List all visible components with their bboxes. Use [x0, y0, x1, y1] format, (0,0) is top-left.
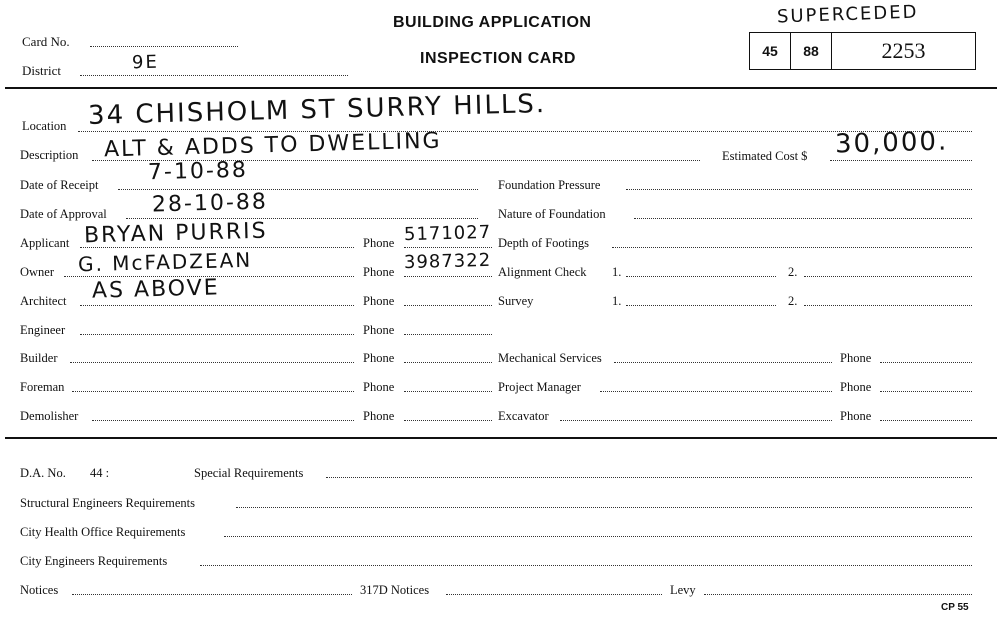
structural-requirements-label: Structural Engineers Requirements — [20, 496, 195, 510]
survey-dots-2 — [804, 305, 972, 306]
estimated-cost-value: 30,000. — [834, 126, 949, 160]
project-manager-phone-dots — [880, 391, 972, 392]
district-label: District — [22, 63, 61, 78]
survey-dots-1 — [626, 305, 776, 306]
owner-phone-label: Phone — [363, 265, 395, 279]
health-requirements-dots — [224, 536, 972, 537]
engineer-dots — [80, 334, 354, 335]
estimated-cost-label: Estimated Cost $ — [722, 149, 808, 163]
architect-dots — [80, 305, 354, 306]
excavator-label: Excavator — [498, 409, 549, 423]
middle-rule — [5, 437, 997, 439]
architect-label: Architect — [20, 294, 67, 308]
foreman-phone-dots — [404, 391, 492, 392]
applicant-phone-label: Phone — [363, 236, 395, 250]
owner-label: Owner — [20, 265, 55, 279]
demolisher-label: Demolisher — [20, 409, 79, 423]
card-no-dots — [90, 46, 238, 47]
mechanical-services-phone-dots — [880, 362, 972, 363]
survey-num2: 2. — [788, 294, 798, 308]
notices-dots — [72, 594, 352, 595]
top-rule — [5, 87, 997, 89]
architect-phone-label: Phone — [363, 294, 395, 308]
builder-phone-label: Phone — [363, 351, 395, 365]
owner-phone-value: 3987322 — [403, 249, 492, 274]
date-of-receipt-dots — [118, 189, 478, 190]
owner-phone-dots — [404, 276, 492, 277]
da-no-value: 44 : — [90, 466, 110, 480]
ref-cell-b: 88 — [791, 33, 832, 69]
depth-of-footings-dots — [612, 247, 972, 248]
applicant-label: Applicant — [20, 236, 70, 250]
district-dots — [80, 75, 348, 76]
applicant-phone-value: 5171027 — [403, 221, 492, 246]
project-manager-label: Project Manager — [498, 380, 581, 394]
nature-of-foundation-label: Nature of Foundation — [498, 207, 606, 221]
foundation-pressure-label: Foundation Pressure — [498, 178, 601, 192]
owner-value: G. McFADZEAN — [77, 247, 253, 277]
engineer-phone-label: Phone — [363, 323, 395, 337]
alignment-check-dots-1 — [626, 276, 776, 277]
date-of-receipt-label: Date of Receipt — [20, 178, 99, 192]
levy-dots — [704, 594, 972, 595]
excavator-dots — [560, 420, 832, 421]
survey-label: Survey — [498, 294, 534, 308]
levy-label: Levy — [670, 583, 696, 597]
notices-317d-dots — [446, 594, 662, 595]
survey-num1: 1. — [612, 294, 622, 308]
special-requirements-label: Special Requirements — [194, 466, 304, 480]
foundation-pressure-dots — [626, 189, 972, 190]
excavator-phone-label: Phone — [840, 409, 872, 423]
location-value: 34 CHISHOLM ST SURRY HILLS. — [87, 89, 547, 131]
mechanical-services-label: Mechanical Services — [498, 351, 602, 365]
foreman-phone-label: Phone — [363, 380, 395, 394]
date-of-receipt-value: 7-10-88 — [147, 157, 249, 186]
applicant-phone-dots — [404, 247, 492, 248]
form-title-line1: BUILDING APPLICATION — [393, 14, 592, 31]
district-value: 9E — [131, 51, 160, 74]
location-label: Location — [22, 119, 67, 133]
architect-value: AS ABOVE — [91, 275, 220, 304]
reference-number-box — [749, 32, 976, 70]
foreman-dots — [72, 391, 354, 392]
mechanical-services-phone-label: Phone — [840, 351, 872, 365]
special-requirements-dots — [326, 477, 972, 478]
date-of-approval-value: 28-10-88 — [151, 189, 269, 218]
alignment-check-dots-2 — [804, 276, 972, 277]
form-code: CP 55 — [941, 602, 969, 613]
city-engineers-requirements-dots — [200, 565, 972, 566]
mechanical-services-dots — [614, 362, 832, 363]
demolisher-phone-dots — [404, 420, 492, 421]
builder-label: Builder — [20, 351, 58, 365]
builder-dots — [70, 362, 354, 363]
description-label: Description — [20, 148, 79, 162]
alignment-check-num1: 1. — [612, 265, 622, 279]
da-no-label: D.A. No. — [20, 466, 66, 480]
project-manager-dots — [600, 391, 832, 392]
demolisher-dots — [92, 420, 354, 421]
excavator-phone-dots — [880, 420, 972, 421]
city-engineers-requirements-label: City Engineers Requirements — [20, 554, 168, 568]
ref-cell-a: 45 — [750, 33, 791, 69]
structural-requirements-dots — [236, 507, 972, 508]
form-title-line2: INSPECTION CARD — [420, 50, 576, 67]
engineer-phone-dots — [404, 334, 492, 335]
project-manager-phone-label: Phone — [840, 380, 872, 394]
description-value: ALT & ADDS TO DWELLING — [103, 128, 442, 163]
date-of-approval-label: Date of Approval — [20, 207, 107, 221]
notices-label: Notices — [20, 583, 59, 597]
alignment-check-label: Alignment Check — [498, 265, 587, 279]
demolisher-phone-label: Phone — [363, 409, 395, 423]
depth-of-footings-label: Depth of Footings — [498, 236, 589, 250]
foreman-label: Foreman — [20, 380, 65, 394]
engineer-label: Engineer — [20, 323, 66, 337]
health-requirements-label: City Health Office Requirements — [20, 525, 186, 539]
notices-317d-label: 317D Notices — [360, 583, 430, 597]
date-of-approval-dots — [126, 218, 478, 219]
alignment-check-num2: 2. — [788, 265, 798, 279]
card-no-label: Card No. — [22, 34, 70, 49]
applicant-value: BRYAN PURRIS — [83, 218, 268, 249]
estimated-cost-dots — [830, 160, 972, 161]
nature-of-foundation-dots — [634, 218, 972, 219]
superceded-stamp: SUPERCEDED — [776, 1, 919, 28]
ref-cell-c: 2253 — [881, 38, 926, 63]
architect-phone-dots — [404, 305, 492, 306]
builder-phone-dots — [404, 362, 492, 363]
